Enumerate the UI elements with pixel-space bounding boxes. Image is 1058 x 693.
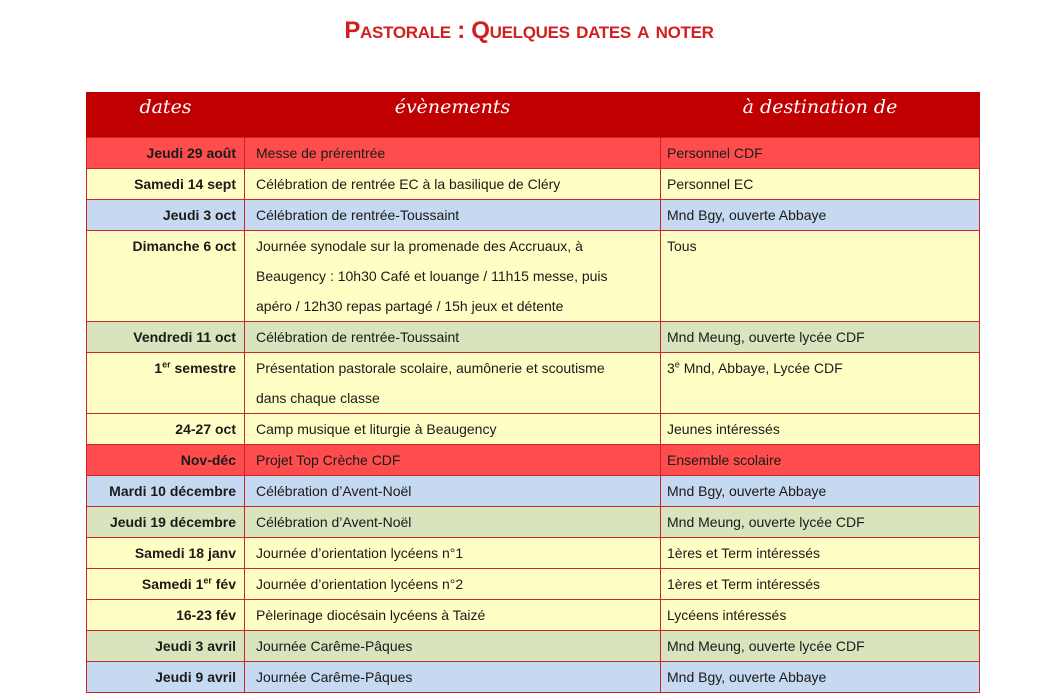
- date-text: [142, 576, 236, 592]
- table-row: [87, 413, 980, 444]
- date-cell: Dimanche 6 oct: [87, 230, 245, 321]
- page-title: Pastorale : Quelques dates a noter: [344, 17, 714, 44]
- date-text: [154, 360, 236, 376]
- date-cell: Jeudi 19 décembre: [87, 506, 245, 537]
- audience-main: 3: [667, 359, 675, 376]
- event-line: apéro / 12h30 repas partagé / 15h jeux et détente: [256, 297, 564, 314]
- event-cell: [245, 230, 661, 321]
- audience-text: [667, 360, 843, 376]
- table-row: [87, 230, 980, 321]
- event-cell: Célébration de rentrée EC à la basilique de Cléry: [245, 168, 661, 199]
- audience-cell: Mnd Bgy, ouverte Abbaye: [661, 475, 980, 506]
- table-row: [87, 661, 980, 692]
- date-main: Samedi 1: [141, 575, 204, 592]
- event-cell: Célébration d’Avent-Noël: [245, 475, 661, 506]
- date-ordinal: er: [203, 574, 212, 585]
- audience-ordinal: e: [674, 358, 680, 369]
- column-header-events: évènements: [245, 92, 661, 137]
- event-cell: Messe de prérentrée: [245, 137, 661, 168]
- audience-cell: 1ères et Term intéressés: [661, 537, 980, 568]
- audience-rest: Mnd, Abbaye, Lycée CDF: [679, 359, 843, 376]
- date-cell: Nov-déc: [87, 444, 245, 475]
- audience-cell: Personnel CDF: [661, 137, 980, 168]
- audience-cell: Ensemble scolaire: [661, 444, 980, 475]
- event-cell: Journée d’orientation lycéens n°1: [245, 537, 661, 568]
- audience-cell: Tous: [661, 230, 980, 321]
- table-header-row: [87, 92, 980, 137]
- table-row: [87, 630, 980, 661]
- event-cell: [245, 352, 661, 413]
- date-cell: 16-23 fév: [87, 599, 245, 630]
- audience-cell: Mnd Meung, ouverte lycée CDF: [661, 321, 980, 352]
- audience-cell: Jeunes intéressés: [661, 413, 980, 444]
- date-rest: semestre: [170, 359, 236, 376]
- event-line: Beaugency : 10h30 Café et louange / 11h15 messe, puis: [256, 267, 608, 284]
- date-cell: Jeudi 29 août: [87, 137, 245, 168]
- table-row: [87, 321, 980, 352]
- date-cell: Jeudi 9 avril: [87, 661, 245, 692]
- table-row: [87, 137, 980, 168]
- event-line: Journée synodale sur la promenade des Accruaux, à: [256, 237, 583, 254]
- column-header-dates: dates: [87, 92, 245, 137]
- event-line: Présentation pastorale scolaire, aumônerie et scoutisme: [256, 359, 605, 376]
- event-cell: Célébration de rentrée-Toussaint: [245, 199, 661, 230]
- date-cell: Vendredi 11 oct: [87, 321, 245, 352]
- table-row: [87, 537, 980, 568]
- date-cell: Samedi 18 janv: [87, 537, 245, 568]
- date-ordinal: er: [162, 358, 171, 369]
- table-row: [87, 352, 980, 413]
- event-cell: Projet Top Crèche CDF: [245, 444, 661, 475]
- event-cell: Journée d’orientation lycéens n°2: [245, 568, 661, 599]
- event-cell: Célébration d’Avent-Noël: [245, 506, 661, 537]
- table-row: [87, 475, 980, 506]
- table-row: [87, 168, 980, 199]
- audience-cell: Mnd Bgy, ouverte Abbaye: [661, 661, 980, 692]
- event-cell: Pèlerinage diocésain lycéens à Taizé: [245, 599, 661, 630]
- date-cell: Jeudi 3 oct: [87, 199, 245, 230]
- date-cell: Mardi 10 décembre: [87, 475, 245, 506]
- date-cell: [87, 352, 245, 413]
- date-main: 1: [154, 359, 163, 376]
- date-cell: 24-27 oct: [87, 413, 245, 444]
- column-header-audience: à destination de: [661, 92, 980, 137]
- date-cell: [87, 568, 245, 599]
- event-cell: Journée Carême-Pâques: [245, 630, 661, 661]
- table-row: [87, 506, 980, 537]
- table-row: [87, 599, 980, 630]
- date-cell: Jeudi 3 avril: [87, 630, 245, 661]
- event-cell: Célébration de rentrée-Toussaint: [245, 321, 661, 352]
- audience-cell: Personnel EC: [661, 168, 980, 199]
- audience-cell: Mnd Meung, ouverte lycée CDF: [661, 506, 980, 537]
- audience-cell: [661, 352, 980, 413]
- table-row: [87, 444, 980, 475]
- dates-table: [86, 92, 980, 693]
- audience-cell: Mnd Meung, ouverte lycée CDF: [661, 630, 980, 661]
- audience-cell: Mnd Bgy, ouverte Abbaye: [661, 199, 980, 230]
- event-line: dans chaque classe: [256, 389, 380, 406]
- date-cell: Samedi 14 sept: [87, 168, 245, 199]
- table-row: [87, 568, 980, 599]
- table-row: [87, 199, 980, 230]
- date-rest: fév: [211, 575, 236, 592]
- event-cell: Camp musique et liturgie à Beaugency: [245, 413, 661, 444]
- audience-cell: 1ères et Term intéressés: [661, 568, 980, 599]
- audience-cell: Lycéens intéressés: [661, 599, 980, 630]
- event-cell: Journée Carême-Pâques: [245, 661, 661, 692]
